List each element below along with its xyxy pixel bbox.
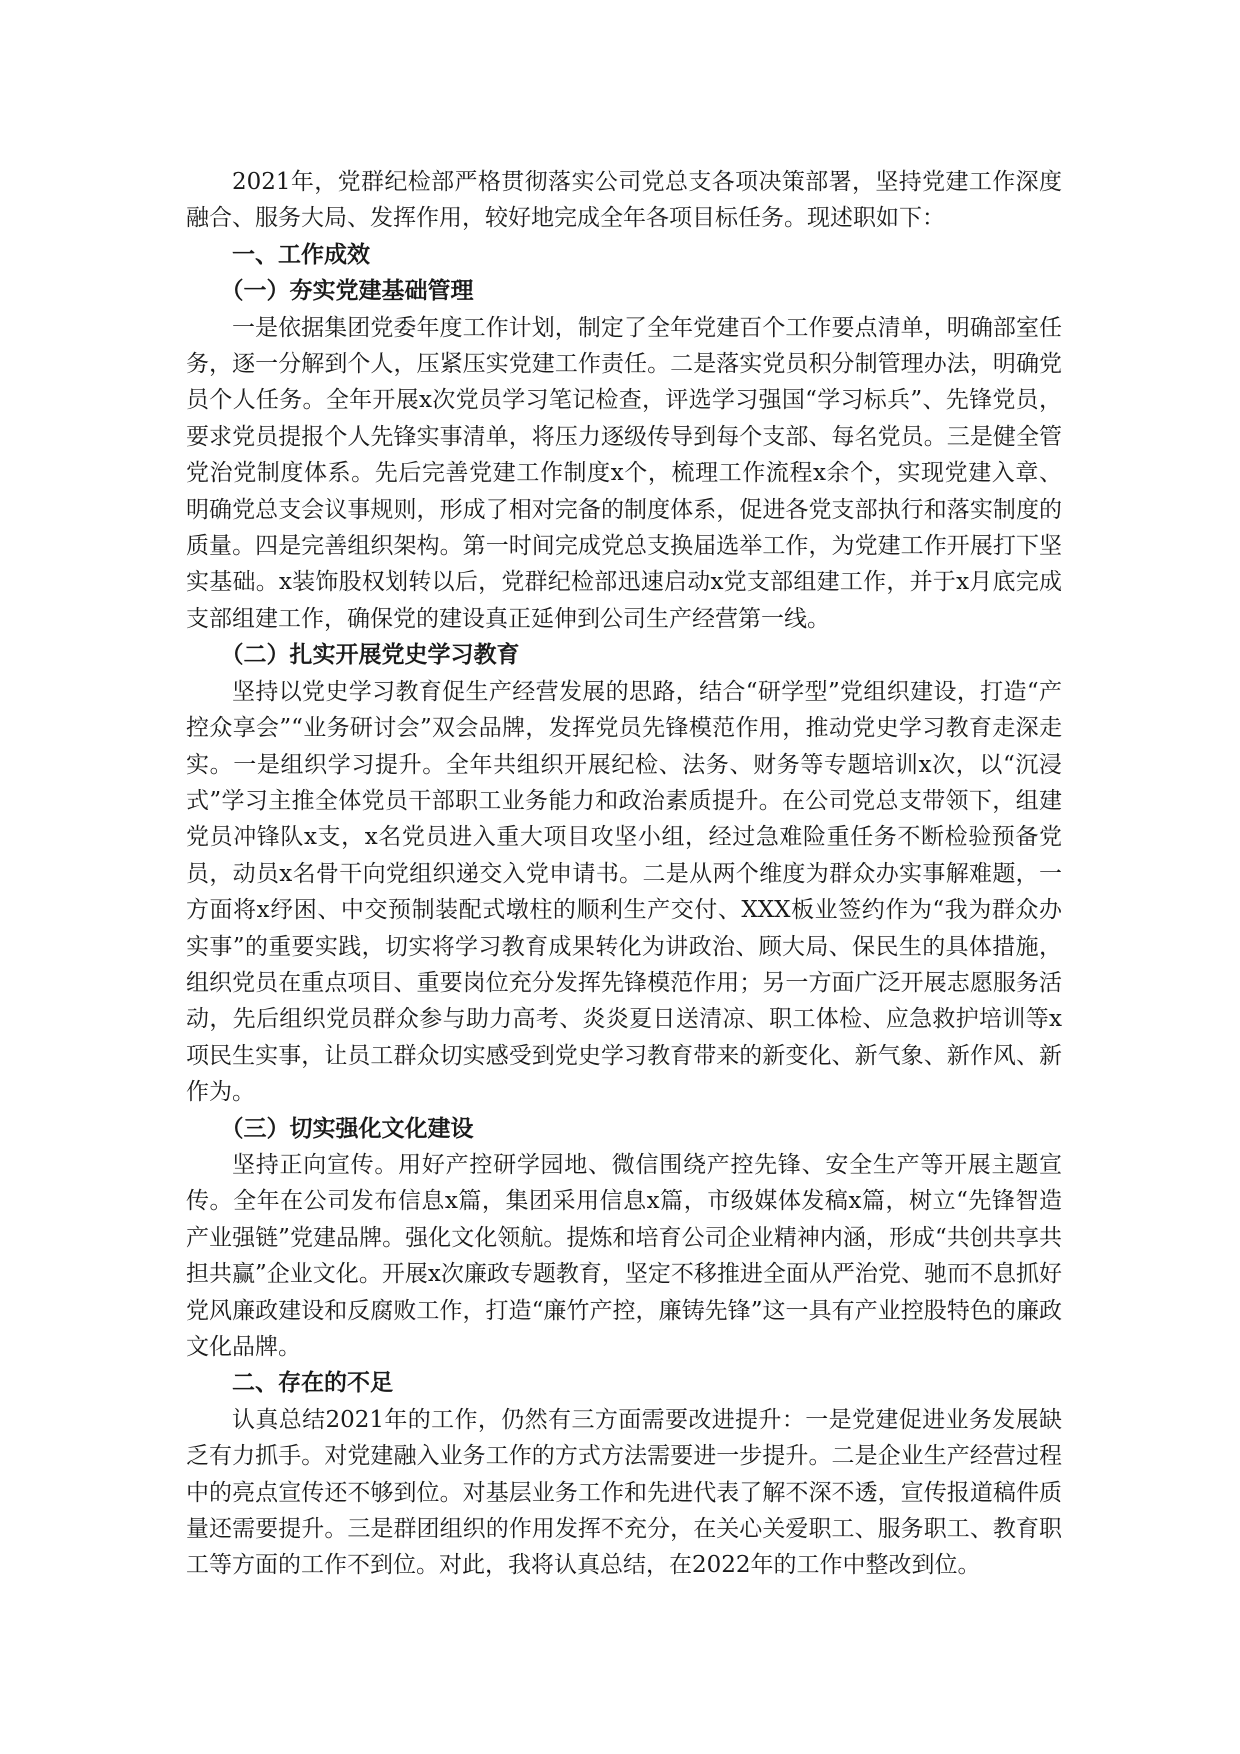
subsection-body-party-building: 一是依据集团党委年度工作计划，制定了全年党建百个工作要点清单，明确部室任务，逐一分解到个人，压紧压实党建工作责任。二是落实党员积分制管理办法，明确党员个人任务。全年开展x次党员学习笔记检查，评选学习强国“学习标兵”、先锋党员，要求党员提报个人先锋实事清单，将压力逐级传导到每个支部、每名党员。三是健全管党治党制度体系。先后完善党建工作制度x个，梳理工作流程x余个，实现党建入章、明确党总支会议事规则，形成了相对完备的制度体系，促进各党支部执行和落实制度的质量。四是完善组织架构。第一时间完成党总支换届选举工作，为党建工作开展打下坚实基础。x装饰股权划转以后，党群纪检部迅速启动x党支部组建工作，并于x月底完成支部组建工作，确保党的建设真正延伸到公司生产经营第一线。 <box>186 314 1062 632</box>
subsection-heading-culture: （三）切实强化文化建设 <box>220 1115 474 1142</box>
section-body-shortcomings: 认真总结2021年的工作，仍然有三方面需要改进提升：一是党建促进业务发展缺乏有力抓手。对党建融入业务工作的方式方法需要进一步提升。二是企业生产经营过程中的亮点宣传还不够到位。对基层业务工作和先进代表了解不深不透，宣传报道稿件质量还需要提升。三是群团组织的作用发挥不充分，在关心关爱职工、服务职工、教育职工等方面的工作不到位。对此，我将认真总结，在2022年的工作中整改到位。 <box>186 1406 1062 1579</box>
subsection-heading-party-building: （一）夯实党建基础管理 <box>220 278 474 305</box>
document-body <box>186 164 1062 1584</box>
section-heading-achievements: 一、工作成效 <box>232 241 370 268</box>
section-heading-shortcomings: 二、存在的不足 <box>232 1370 393 1397</box>
subsection-body-history-education: 坚持以党史学习教育促生产经营发展的思路，结合“研学型”党组织建设，打造“产控众享会”“业务研讨会”双会品牌，发挥党员先锋模范作用，推动党史学习教育走深走实。一是组织学习提升。全年共组织开展纪检、法务、财务等专题培训x次，以“沉浸式”学习主推全体党员干部职工业务能力和政治素质提升。在公司党总支带领下，组建党员冲锋队x支，x名党员进入重大项目攻坚小组，经过急难险重任务不断检验预备党员，动员x名骨干向党组织递交入党申请书。二是从两个维度为群众办实事解难题，一方面将x纾困、中交预制装配式墩柱的顺利生产交付、XXX板业签约作为“我为群众办实事”的重要实践，切实将学习教育成果转化为讲政治、顾大局、保民生的具体措施，组织党员在重点项目、重要岗位充分发挥先锋模范作用；另一方面广泛开展志愿服务活动，先后组织党员群众参与助力高考、炎炎夏日送清凉、职工体检、应急救护培训等x项民生实事，让员工群众切实感受到党史学习教育带来的新变化、新气象、新作风、新作为。 <box>186 678 1062 1106</box>
intro-paragraph: 2021年，党群纪检部严格贯彻落实公司党总支各项决策部署，坚持党建工作深度融合、服务大局、发挥作用，较好地完成全年各项目标任务。现述职如下： <box>186 169 1062 232</box>
subsection-body-culture: 坚持正向宣传。用好产控研学园地、微信围绕产控先锋、安全生产等开展主题宣传。全年在公司发布信息x篇，集团采用信息x篇，市级媒体发稿x篇，树立“先锋智造产业强链”党建品牌。强化文化领航。提炼和培育公司企业精神内涵，形成“共创共享共担共赢”企业文化。开展x次廉政专题教育，坚定不移推进全面从严治党、驰而不息抓好党风廉政建设和反腐败工作，打造“廉竹产控，廉铸先锋”这一具有产业控股特色的廉政文化品牌。 <box>186 1151 1062 1360</box>
subsection-heading-history-education: （二）扎实开展党史学习教育 <box>220 642 520 669</box>
